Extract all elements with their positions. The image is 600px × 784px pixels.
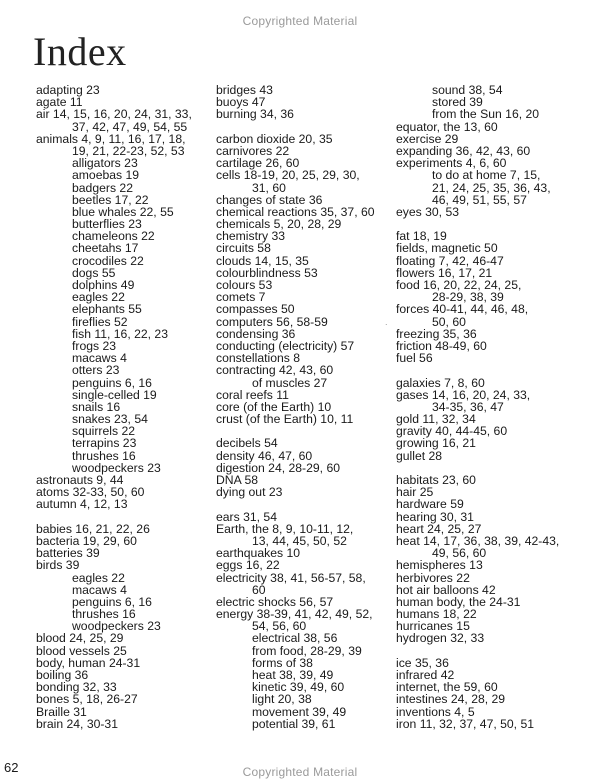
index-entry: hurricanes 15 (396, 619, 470, 634)
index-subentry: penguins 6, 16 (72, 375, 152, 390)
index-entry: eyes 30, 53 (396, 204, 460, 219)
index-subentry: otters 23 (72, 363, 120, 378)
index-subentry: fireflies 52 (72, 314, 128, 329)
index-entry: carbon dioxide 20, 35 (216, 131, 333, 146)
index-subentry: of muscles 27 (252, 375, 328, 390)
index-subentry: from the Sun 16, 20 (432, 107, 540, 122)
index-entry: animals 4, 9, 11, 16, 17, 18, (36, 131, 186, 146)
index-entry: habitats 23, 60 (396, 473, 476, 487)
index-entry: humans 18, 22 (396, 607, 477, 622)
index-entry: blood vessels 25 (36, 643, 127, 658)
index-subentry: thrushes 16 (72, 448, 136, 463)
index-entry: core (of the Earth) 10 (216, 399, 332, 414)
index-subentry: crocodiles 22 (72, 253, 144, 268)
index-subentry: macaws 4 (72, 582, 127, 597)
index-entry: floating 7, 42, 46-47 (396, 253, 504, 268)
index-entry: digestion 24, 28-29, 60 (216, 460, 340, 475)
index-subentry: frogs 23 (72, 338, 117, 353)
index-subentry: elephants 55 (72, 302, 142, 317)
index-entry: heat 14, 17, 36, 38, 39, 42-43, (396, 533, 560, 548)
index-subentry: sound 38, 54 (432, 83, 503, 97)
index-entry: blood 24, 25, 29 (36, 631, 124, 646)
index-subentry: amoebas 19 (72, 168, 140, 183)
index-entry: energy 38-39, 41, 42, 49, 52, (216, 607, 373, 622)
index-entry: crust (of the Earth) 10, 11 (216, 412, 354, 427)
index-entry: internet, the 59, 60 (396, 680, 498, 695)
index-subentry: blue whales 22, 55 (72, 204, 174, 219)
index-subentry: 34-35, 36, 47 (432, 399, 504, 414)
index-entry: heart 24, 25, 27 (396, 521, 482, 536)
index-column-2 (216, 84, 394, 730)
index-entry: constellations 8 (216, 351, 301, 366)
page-title: Index (33, 29, 127, 74)
index-entry: experiments 4, 6, 60 (396, 156, 507, 171)
index-entry: computers 56, 58-59 (216, 314, 328, 329)
index-entry: brain 24, 30-31 (36, 716, 118, 731)
index-column-3 (396, 84, 596, 730)
index-entry: density 46, 47, 60 (216, 448, 313, 463)
index-entry: buoys 47 (216, 95, 266, 110)
index-entry: batteries 39 (36, 546, 100, 561)
index-entry: human body, the 24-31 (396, 594, 521, 609)
index-subentry: stored 39 (432, 95, 483, 110)
index-entry: chemicals 5, 20, 28, 29 (216, 217, 342, 232)
index-entry: contracting 42, 43, 60 (216, 363, 334, 378)
index-subentry: light 20, 38 (252, 692, 312, 707)
index-entry: coral reefs 11 (216, 387, 289, 402)
index-entry: comets 7 (216, 290, 266, 305)
index-entry: hearing 30, 31 (396, 509, 474, 524)
index-entry: chemical reactions 35, 37, 60 (216, 204, 375, 219)
index-entry: body, human 24-31 (36, 655, 141, 670)
index-subentry: macaws 4 (72, 351, 127, 366)
index-subentry: from food, 28-29, 39 (252, 643, 362, 658)
index-subentry: movement 39, 49 (252, 704, 347, 719)
index-entry: flowers 16, 17, 21 (396, 265, 493, 280)
index-subentry: snails 16 (72, 399, 121, 414)
index-entry: carnivores 22 (216, 143, 290, 158)
index-entry: colourblindness 53 (216, 265, 318, 280)
index-entry: hemispheres 13 (396, 558, 483, 573)
index-subentry: potential 39, 61 (252, 716, 336, 731)
index-subentry: dogs 55 (72, 265, 116, 280)
index-entry: atoms 32-33, 50, 60 (36, 485, 145, 500)
index-entry: hair 25 (396, 485, 434, 500)
index-entry: clouds 14, 15, 35 (216, 253, 309, 268)
index-entry: cartilage 26, 60 (216, 156, 300, 171)
index-entry: cells 18-19, 20, 25, 29, 30, (216, 168, 360, 183)
index-entry: colours 53 (216, 278, 273, 292)
index-entry: freezing 35, 36 (396, 326, 477, 341)
copyright-watermark-bottom: Copyrighted Material (242, 765, 358, 779)
index-entry: birds 39 (36, 558, 80, 573)
index-subentry: fish 11, 16, 22, 23 (72, 326, 168, 341)
index-entry: Braille 31 (36, 704, 87, 719)
index-subentry: forms of 38 (252, 655, 313, 670)
index-entry: DNA 58 (216, 473, 259, 487)
index-entry: compasses 50 (216, 302, 295, 317)
index-subentry: alligators 23 (72, 156, 138, 171)
index-entry: iron 11, 32, 37, 47, 50, 51 (396, 716, 535, 731)
index-entry: air 14, 15, 16, 20, 24, 31, 33, (36, 107, 192, 122)
index-subentry: 28-29, 38, 39 (432, 290, 504, 305)
index-entry: bonding 32, 33 (36, 680, 117, 695)
index-entry: dying out 23 (216, 485, 283, 500)
index-entry: food 16, 20, 22, 24, 25, (396, 278, 522, 292)
index-subentry: beetles 17, 22 (72, 192, 149, 207)
index-entry: fuel 56 (396, 351, 433, 366)
index-subentry: dolphins 49 (72, 278, 135, 292)
index-subentry: butterflies 23 (72, 217, 142, 232)
index-entry: gullet 28 (396, 448, 443, 463)
index-subentry: heat 38, 39, 49 (252, 668, 334, 682)
index-subentry: 37, 42, 47, 49, 54, 55 (72, 119, 188, 134)
index-entry: infrared 42 (396, 668, 455, 682)
index-subentry: chameleons 22 (72, 229, 155, 244)
stray-mark: . (385, 317, 388, 327)
index-entry: changes of state 36 (216, 192, 323, 207)
index-subentry: 54, 56, 60 (252, 619, 307, 634)
index-subentry: cheetahs 17 (72, 241, 139, 256)
index-subentry: electrical 38, 56 (252, 631, 338, 646)
page-number: 62 (4, 760, 19, 775)
index-entry: earthquakes 10 (216, 546, 301, 561)
index-entry: forces 40-41, 44, 46, 48, (396, 302, 529, 317)
index-entry: agate 11 (36, 95, 83, 110)
index-entry: hardware 59 (396, 497, 464, 512)
index-entry: chemistry 33 (216, 229, 286, 244)
index-entry: circuits 58 (216, 241, 271, 256)
index-entry: bridges 43 (216, 83, 273, 97)
index-subentry: kinetic 39, 49, 60 (252, 680, 345, 695)
index-subentry: penguins 6, 16 (72, 594, 152, 609)
index-subentry: terrapins 23 (72, 436, 137, 451)
index-entry: fat 18, 19 (396, 229, 447, 244)
index-subentry: 19, 21, 22-23, 52, 53 (72, 143, 185, 158)
index-entry: hydrogen 32, 33 (396, 631, 485, 646)
index-entry: babies 16, 21, 22, 26 (36, 521, 150, 536)
index-entry: condensing 36 (216, 326, 296, 341)
index-column-1 (36, 84, 204, 730)
index-entry: gold 11, 32, 34 (396, 412, 476, 427)
index-entry: herbivores 22 (396, 570, 470, 585)
index-subentry: badgers 22 (72, 180, 133, 195)
index-subentry: 46, 49, 51, 55, 57 (432, 192, 527, 207)
index-entry: adapting 23 (36, 83, 100, 97)
index-subentry: single-celled 19 (72, 387, 157, 402)
index-subentry: woodpeckers 23 (72, 619, 161, 634)
index-entry: boiling 36 (36, 668, 89, 682)
index-entry: conducting (electricity) 57 (216, 338, 355, 353)
index-subentry: to do at home 7, 15, (432, 168, 541, 183)
index-entry: bacteria 19, 29, 60 (36, 533, 137, 548)
index-subentry: 21, 24, 25, 35, 36, 43, (432, 180, 551, 195)
index-entry: galaxies 7, 8, 60 (396, 375, 485, 390)
index-entry: hot air balloons 42 (396, 582, 496, 597)
copyright-watermark-top: Copyrighted Material (242, 14, 358, 28)
index-subentry: 13, 44, 45, 50, 52 (252, 533, 347, 548)
index-entry: decibels 54 (216, 436, 278, 451)
index-entry: astronauts 9, 44 (36, 473, 124, 487)
index-entry: Earth, the 8, 9, 10-11, 12, (216, 521, 354, 536)
index-entry: expanding 36, 42, 43, 60 (396, 143, 531, 158)
index-entry: equator, the 13, 60 (396, 119, 498, 134)
index-subentry: woodpeckers 23 (72, 460, 161, 475)
index-subentry: eagles 22 (72, 570, 125, 585)
index-subentry: 49, 56, 60 (432, 546, 487, 561)
index-subentry: snakes 23, 54 (72, 412, 148, 427)
index-entry: eggs 16, 22 (216, 558, 280, 573)
index-entry: autumn 4, 12, 13 (36, 497, 128, 512)
index-entry: electric shocks 56, 57 (216, 594, 334, 609)
index-entry: gases 14, 16, 20, 24, 33, (396, 387, 531, 402)
index-subentry: eagles 22 (72, 290, 125, 305)
index-subentry: thrushes 16 (72, 607, 136, 622)
index-entry: bones 5, 18, 26-27 (36, 692, 138, 707)
index-entry: friction 48-49, 60 (396, 338, 487, 353)
index-entry: intestines 24, 28, 29 (396, 692, 506, 707)
index-entry: inventions 4, 5 (396, 704, 475, 719)
index-entry: ears 31, 54 (216, 509, 277, 524)
index-subentry: 31, 60 (252, 180, 286, 195)
index-entry: burning 34, 36 (216, 107, 294, 122)
index-entry: gravity 40, 44-45, 60 (396, 424, 508, 439)
index-subentry: 50, 60 (432, 314, 466, 329)
index-subentry: squirrels 22 (72, 424, 135, 439)
index-subentry: 60 (252, 582, 266, 597)
index-entry: ice 35, 36 (396, 655, 449, 670)
index-entry: growing 16, 21 (396, 436, 476, 451)
index-entry: fields, magnetic 50 (396, 241, 498, 256)
index-entry: exercise 29 (396, 131, 459, 146)
index-entry: electricity 38, 41, 56-57, 58, (216, 570, 366, 585)
